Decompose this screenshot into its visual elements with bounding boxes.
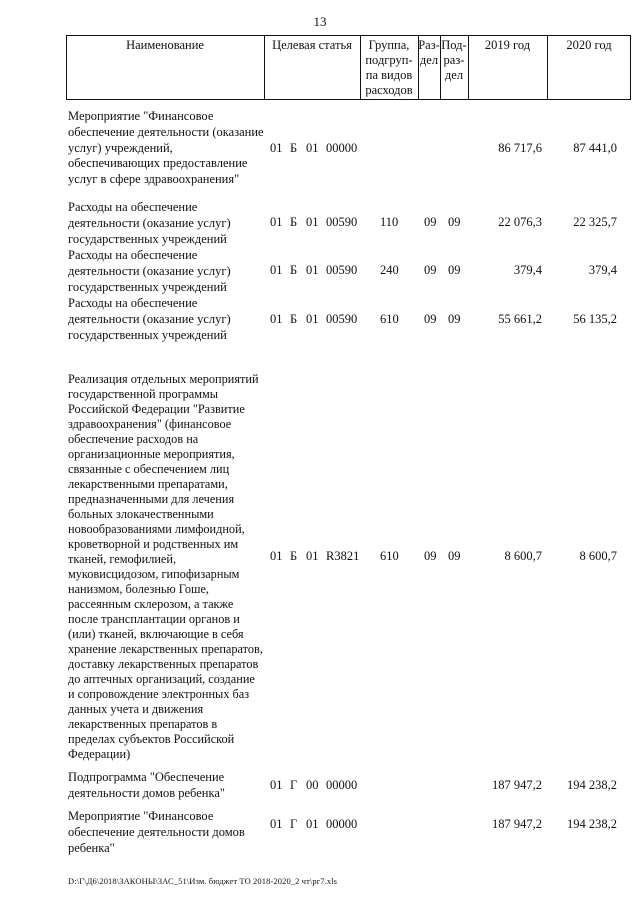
code-event: 01 xyxy=(306,312,319,326)
value-2019: 86 717,6 xyxy=(498,141,542,155)
code-group: 610 xyxy=(380,312,399,326)
code-subprogram: Б xyxy=(290,141,298,155)
code-event: 01 xyxy=(306,141,319,155)
row-name: Расходы на обеспечение деятельности (оказание услуг) государственных учреждений xyxy=(68,296,231,342)
page-number: 13 xyxy=(313,14,327,29)
code-direction: 00590 xyxy=(326,312,358,326)
code-section: 09 xyxy=(424,312,437,326)
code-program: 01 xyxy=(270,778,283,792)
code-direction: 00590 xyxy=(326,263,358,277)
value-2019: 55 661,2 xyxy=(498,312,542,326)
value-2019: 379,4 xyxy=(513,263,542,277)
value-2020: 379,4 xyxy=(588,263,617,277)
header-group: Группа, подгруп- па видов расходов xyxy=(365,38,413,97)
header-subsection: Под- раз- дел xyxy=(441,38,467,82)
code-program: 01 xyxy=(270,263,283,277)
code-direction: 00590 xyxy=(326,215,358,229)
code-program: 01 xyxy=(270,215,283,229)
code-subsection: 09 xyxy=(448,549,461,563)
value-2020: 194 238,2 xyxy=(567,817,617,831)
code-event: 00 xyxy=(306,778,319,792)
code-section: 09 xyxy=(424,263,437,277)
value-2020: 8 600,7 xyxy=(579,549,617,563)
code-direction: 00000 xyxy=(326,141,358,155)
header-section: Раз- дел xyxy=(418,38,440,67)
value-2020: 56 135,2 xyxy=(573,312,617,326)
code-subprogram: Б xyxy=(290,215,298,229)
code-event: 01 xyxy=(306,215,319,229)
value-2020: 194 238,2 xyxy=(567,778,617,792)
value-2019: 187 947,2 xyxy=(492,817,542,831)
row-name: Мероприятие "Финансовое обеспечение деятельности (оказание услуг) учреждений, обеспечивающих предоставление услуг в сфере здравоохранения" xyxy=(68,109,264,187)
code-event: 01 xyxy=(306,817,319,831)
code-direction: 00000 xyxy=(326,817,358,831)
code-group: 240 xyxy=(380,263,399,277)
row-name: Подпрограмма "Обеспечение деятельности домов ребенка" xyxy=(68,770,226,800)
code-section: 09 xyxy=(424,549,437,563)
code-subprogram: Г xyxy=(290,778,298,792)
code-subprogram: Б xyxy=(290,549,298,563)
value-2020: 87 441,0 xyxy=(573,141,617,155)
value-2020: 22 325,7 xyxy=(573,215,617,229)
code-group: 110 xyxy=(380,215,399,229)
row-name: Реализация отдельных мероприятий государственной программы Российской Федерации "Развитие здравоохранения" (финансовое обеспечение расходов на организационные мероприятия, связанные с обеспечением лиц лекарственными препаратами, предназначенными для лечения больных злокачественными новообразованиями лимфоидной, кроветворной и родственных им тканей, гемофилией, муковисцидозом, гипофизарным нанизмом, болезнью Гоше, рассеянным склерозом, а также после трансплантации органов и (или) тканей, включающие в себя хранение лекарственных препаратов, доставку лекарственных препаратов до аптечных организаций, создание и сопровождение электронных баз данных учета и движения лекарственных препаратов в пределах субъектов Российской Федерации) xyxy=(68,372,263,761)
row-name: Расходы на обеспечение деятельности (оказание услуг) государственных учреждений xyxy=(68,248,231,294)
value-2019: 22 076,3 xyxy=(498,215,542,229)
code-subprogram: Б xyxy=(290,312,298,326)
header-name: Наименование xyxy=(126,38,204,52)
code-event: 01 xyxy=(306,263,319,277)
value-2019: 187 947,2 xyxy=(492,778,542,792)
file-path-footer: D:\Г\Д6\2018\ЗАКОНЫ\ЗАС_51\Изм. бюджет ТО 2018-2020_2 чт\рг7.xls xyxy=(68,876,338,886)
code-section: 09 xyxy=(424,215,437,229)
row-name: Мероприятие "Финансовое обеспечение деятельности домов ребенка" xyxy=(68,809,245,855)
code-program: 01 xyxy=(270,817,283,831)
code-program: 01 xyxy=(270,549,283,563)
code-subsection: 09 xyxy=(448,312,461,326)
code-subsection: 09 xyxy=(448,263,461,277)
code-group: 610 xyxy=(380,549,399,563)
row-name: Расходы на обеспечение деятельности (оказание услуг) государственных учреждений xyxy=(68,200,231,246)
code-program: 01 xyxy=(270,141,283,155)
header-2020: 2020 год xyxy=(566,38,612,52)
code-program: 01 xyxy=(270,312,283,326)
code-subsection: 09 xyxy=(448,215,461,229)
code-subprogram: Г xyxy=(290,817,298,831)
code-direction: R3821 xyxy=(326,549,360,563)
code-direction: 00000 xyxy=(326,778,358,792)
header-2019: 2019 год xyxy=(484,38,531,52)
code-subprogram: Б xyxy=(290,263,298,277)
header-target: Целевая статья xyxy=(272,38,352,52)
value-2019: 8 600,7 xyxy=(504,549,542,563)
code-event: 01 xyxy=(306,549,319,563)
